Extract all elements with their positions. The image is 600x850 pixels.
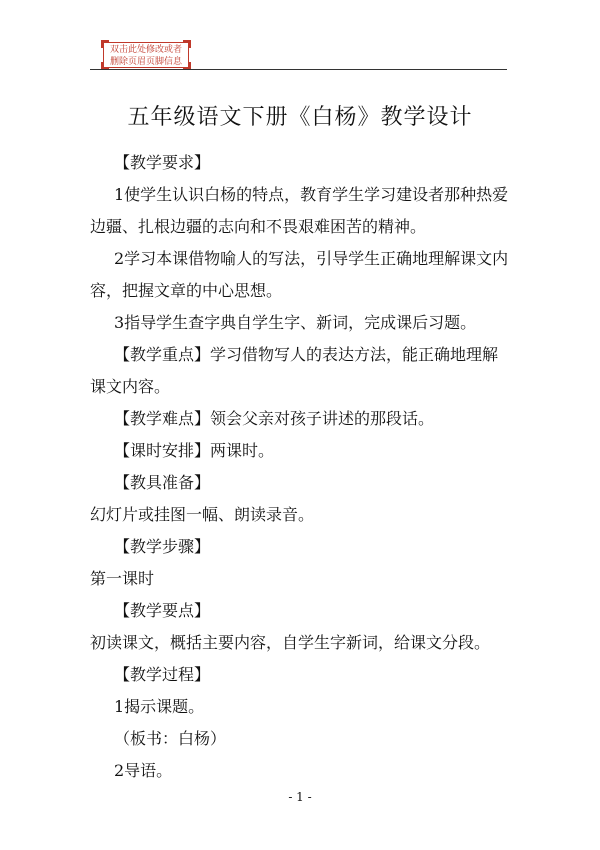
body-line: 【课时安排】两课时。 (114, 441, 275, 460)
body-line: 1揭示课题。 (114, 697, 205, 716)
body-line: 2学习本课借物喻人的写法，引导学生正确地理解课文内 (114, 249, 509, 268)
document-title: 五年级语文下册《白杨》教学设计 (127, 105, 473, 130)
body-line: （板书：白杨） (114, 729, 227, 748)
body-line: 【教学要求】 (114, 153, 211, 172)
body-line: 边疆、扎根边疆的志向和不畏艰难困苦的精神。 (90, 217, 427, 236)
stamp-line-2: 删除页眉页脚信息 (109, 57, 182, 67)
body-line: 【教学要点】 (114, 601, 211, 620)
corner-bracket-icon (183, 40, 191, 48)
stamp-line-1: 双击此处修改或者 (109, 45, 182, 55)
body-line: 初读课文，概括主要内容，自学生字新词，给课文分段。 (90, 633, 491, 652)
body-line: 2导语。 (114, 761, 173, 780)
body-line: 【教具准备】 (114, 473, 211, 492)
body-line: 【教学难点】领会父亲对孩子讲述的那段话。 (114, 409, 435, 428)
header-divider (90, 69, 507, 70)
body-line: 【教学过程】 (114, 665, 211, 684)
body-line: 1使学生认识白杨的特点，教育学生学习建设者那种热爱 (114, 185, 509, 204)
body-line: 幻灯片或挂图一幅、朗读录音。 (90, 505, 315, 524)
corner-bracket-icon (101, 40, 109, 48)
page-number: - 1 - (288, 790, 312, 804)
body-line: 【教学步骤】 (114, 537, 211, 556)
body-line: 容，把握文章的中心思想。 (90, 281, 283, 300)
header-stamp[interactable] (103, 42, 189, 68)
body-line: 第一课时 (90, 569, 155, 588)
body-line: 课文内容。 (90, 377, 171, 396)
document-body (90, 147, 516, 787)
body-line: 3指导学生查字典自学生字、新词，完成课后习题。 (114, 313, 477, 332)
body-line: 【教学重点】学习借物写人的表达方法，能正确地理解 (114, 345, 499, 364)
